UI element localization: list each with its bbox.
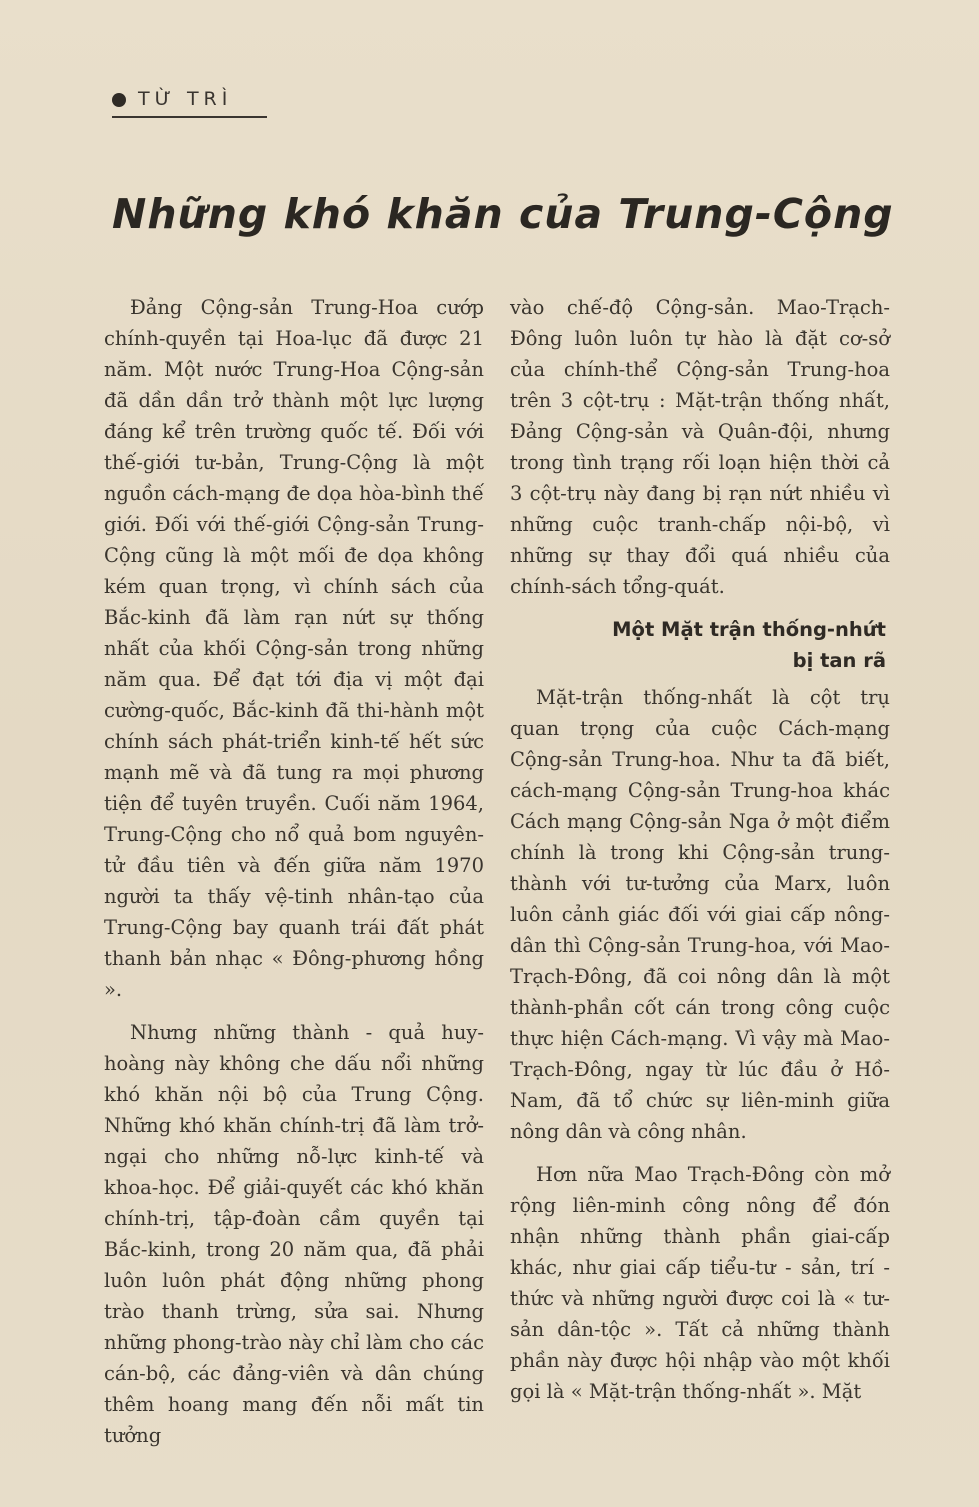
section-subheading (510, 614, 886, 676)
paragraph: Nhưng những thành - quả huy-hoàng này không che dấu nổi những khó khăn nội bộ của Trung Cộng. Những khó khăn chính-trị đã làm trở-ngại cho những nỗ-lực kinh-tế và khoa-học. Để giải-quyết các khó khăn chính-trị, tập-đoàn cầm quyền tại Bắc-kinh, trong 20 năm qua, đã phải luôn luôn phát động những phong trào thanh trừng, sửa sai. Nhưng những phong-trào này chỉ làm cho các cán-bộ, các đảng-viên và dân chúng thêm hoang mang đến nỗi mất tin tưởng (104, 1021, 484, 1447)
left-column (104, 292, 484, 1463)
paragraph: vào chế-độ Cộng-sản. Mao-Trạch-Đông luôn luôn tự hào là đặt cơ-sở của chính-thể Cộng-sản Trung-hoa trên 3 cột-trụ : Mặt-trận thống nhất, Đảng Cộng-sản và Quân-đội, nhưng trong tình trạng rối loạn hiện thời cả 3 cột-trụ này đang bị rạn nứt nhiều vì những cuộc tranh-chấp nội-bộ, vì những sự thay đổi quá nhiều của chính-sách tổng-quát. (510, 296, 890, 598)
article-title: Những khó khăn của Trung-Cộng (112, 190, 894, 238)
paragraph: Đảng Cộng-sản Trung-Hoa cướp chính-quyền tại Hoa-lục đã được 21 năm. Một nước Trung-Hoa Cộng-sản đã dần dần trở thành một lực lượng đáng kể trên trường quốc tế. Đối với thế-giới tư-bản, Trung-Cộng là một nguồn cách-mạng đe dọa hòa-bình thế giới. Đối với thế-giới Cộng-sản Trung-Cộng cũng là một mối đe dọa không kém quan trọng, vì chính sách của Bắc-kinh đã làm rạn nứt sự thống nhất của khối Cộng-sản trong những năm qua. Để đạt tới địa vị một đại cường-quốc, Bắc-kinh đã thi-hành một chính sách phát-triển kinh-tế hết sức mạnh mẽ và đã tung ra mọi phương tiện để tuyên truyền. Cuối năm 1964, Trung-Cộng cho nổ quả bom nguyên-tử đầu tiên và đến giữa năm 1970 người ta thấy vệ-tinh nhân-tạo của Trung-Cộng bay quanh trái đất phát thanh bản nhạc « Đông-phương hồng ». (104, 296, 484, 1001)
author-name: TỪ TRÌ (138, 88, 233, 110)
bullet-icon (112, 93, 126, 107)
paragraph: Mặt-trận thống-nhất là cột trụ quan trọng của cuộc Cách-mạng Cộng-sản Trung-hoa. Như ta đã biết, cách-mạng Cộng-sản Trung-hoa khác Cách mạng Cộng-sản Nga ở một điểm chính là trong khi Cộng-sản trung-thành với tư-tưởng của Marx, luôn luôn cảnh giác đối với giai cấp nông-dân thì Cộng-sản Trung-hoa, với Mao-Trạch-Đông, đã coi nông dân là một thành-phần cốt cán trong công cuộc thực hiện Cách-mạng. Vì vậy mà Mao-Trạch-Đông, ngay từ lúc đầu ở Hồ-Nam, đã tổ chức sự liên-minh giữa nông dân và công nhân. (510, 686, 890, 1143)
subheading-line: bị tan rã (792, 649, 886, 672)
author-byline (112, 88, 267, 118)
right-column (510, 292, 890, 1419)
paragraph: Hơn nữa Mao Trạch-Đông còn mở rộng liên-minh công nông để đón nhận những thành phần giai-cấp khác, như giai cấp tiểu-tư - sản, trí - thức và những người được coi là « tư-sản dân-tộc ». Tất cả những thành phần này được hội nhập vào một khối gọi là « Mặt-trận thống-nhất ». Mặt (510, 1163, 890, 1403)
subheading-line: Một Mặt trận thống-nhứt (612, 618, 886, 641)
